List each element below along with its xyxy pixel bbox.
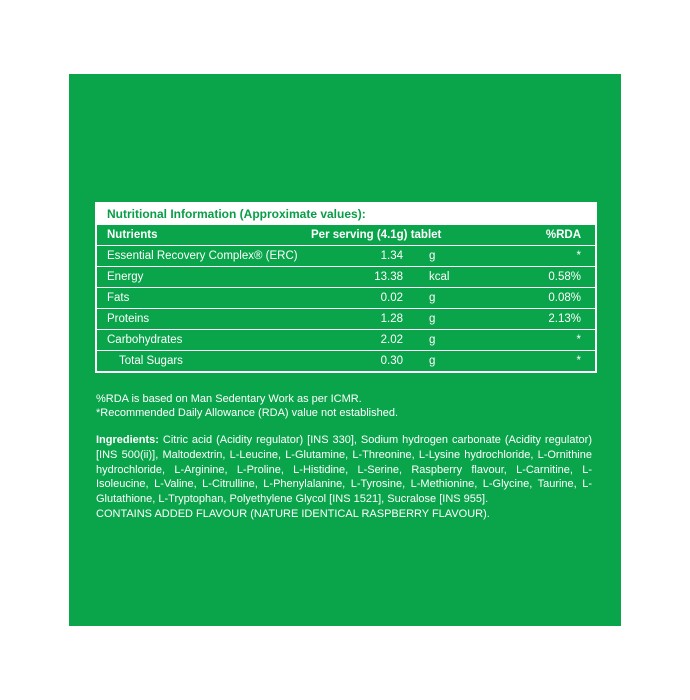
nutrient-rda: * [576,355,581,367]
header-rda: %RDA [545,229,581,241]
nutrient-name: Fats [107,292,130,304]
nutrient-unit: g [429,250,436,262]
ingredients-text [96,433,592,507]
nutrient-name: Energy [107,271,144,283]
nutrient-name: Proteins [107,313,150,325]
nutrient-unit: g [429,313,436,325]
rda-notes [96,392,594,420]
table-row [97,245,595,266]
table-row [97,308,595,329]
table-row [97,350,595,371]
ingredients-label: Ingredients: [96,434,159,446]
label-panel [69,74,621,626]
nutrient-unit: g [429,355,436,367]
nutrient-rda: 2.13% [548,313,581,325]
rda-note: *Recommended Daily Allowance (RDA) value not established. [96,407,399,419]
header-nutrients: Nutrients [107,229,158,241]
nutrient-value: 2.02 [380,334,403,346]
nutrient-value: 0.30 [380,355,403,367]
ingredients-list: Citric acid (Acidity regulator) [INS 330], Sodium hydrogen carbonate (Acidity regulator) [INS 500(ii)], Maltodextrin, L-Leucine, L-Glutamine, L-Threonine, L-Lysine hydrochloride, L-Ornithine hydrochloride, L-Arginine, L-Proline, L-Histidine, L-Serine, Raspberry flavour, L-Carnitine, L-Isoleucine, L-Valine, L-Citrulline, L-Phenylalanine, L-Tyrosine, L-Methionine, L-Glycine, Taurine, L-Glutathione, L-Tryptophan, Polyethylene Glycol [INS 1521], Sucralose [INS 955]. [96,434,592,506]
nutrient-name: Carbohydrates [107,334,183,346]
nutrient-value: 13.38 [374,271,403,283]
nutrient-value: 0.02 [380,292,403,304]
nutrient-unit: g [429,334,436,346]
nutrient-rda: 0.08% [548,292,581,304]
nutrient-name: Total Sugars [119,355,183,367]
flavour-note: CONTAINS ADDED FLAVOUR (NATURE IDENTICAL RASPBERRY FLAVOUR). [96,507,490,520]
rda-note: %RDA is based on Man Sedentary Work as per ICMR. [96,393,362,405]
nutrient-name: Essential Recovery Complex® (ERC) [107,250,298,262]
nutrient-value: 1.34 [380,250,403,262]
nutrient-unit: g [429,292,436,304]
nutrient-value: 1.28 [380,313,403,325]
nutrition-header-row [97,225,595,245]
table-row [97,266,595,287]
header-serving: Per serving (4.1g) tablet [311,229,442,241]
nutrient-rda: * [576,334,581,346]
table-row [97,329,595,350]
nutrition-title: Nutritional Information (Approximate values): [97,204,595,225]
nutrient-unit: kcal [429,271,450,283]
table-row [97,287,595,308]
nutrient-rda: * [576,250,581,262]
ingredients-block [96,433,592,522]
nutrition-table [95,202,597,373]
nutrient-rda: 0.58% [548,271,581,283]
